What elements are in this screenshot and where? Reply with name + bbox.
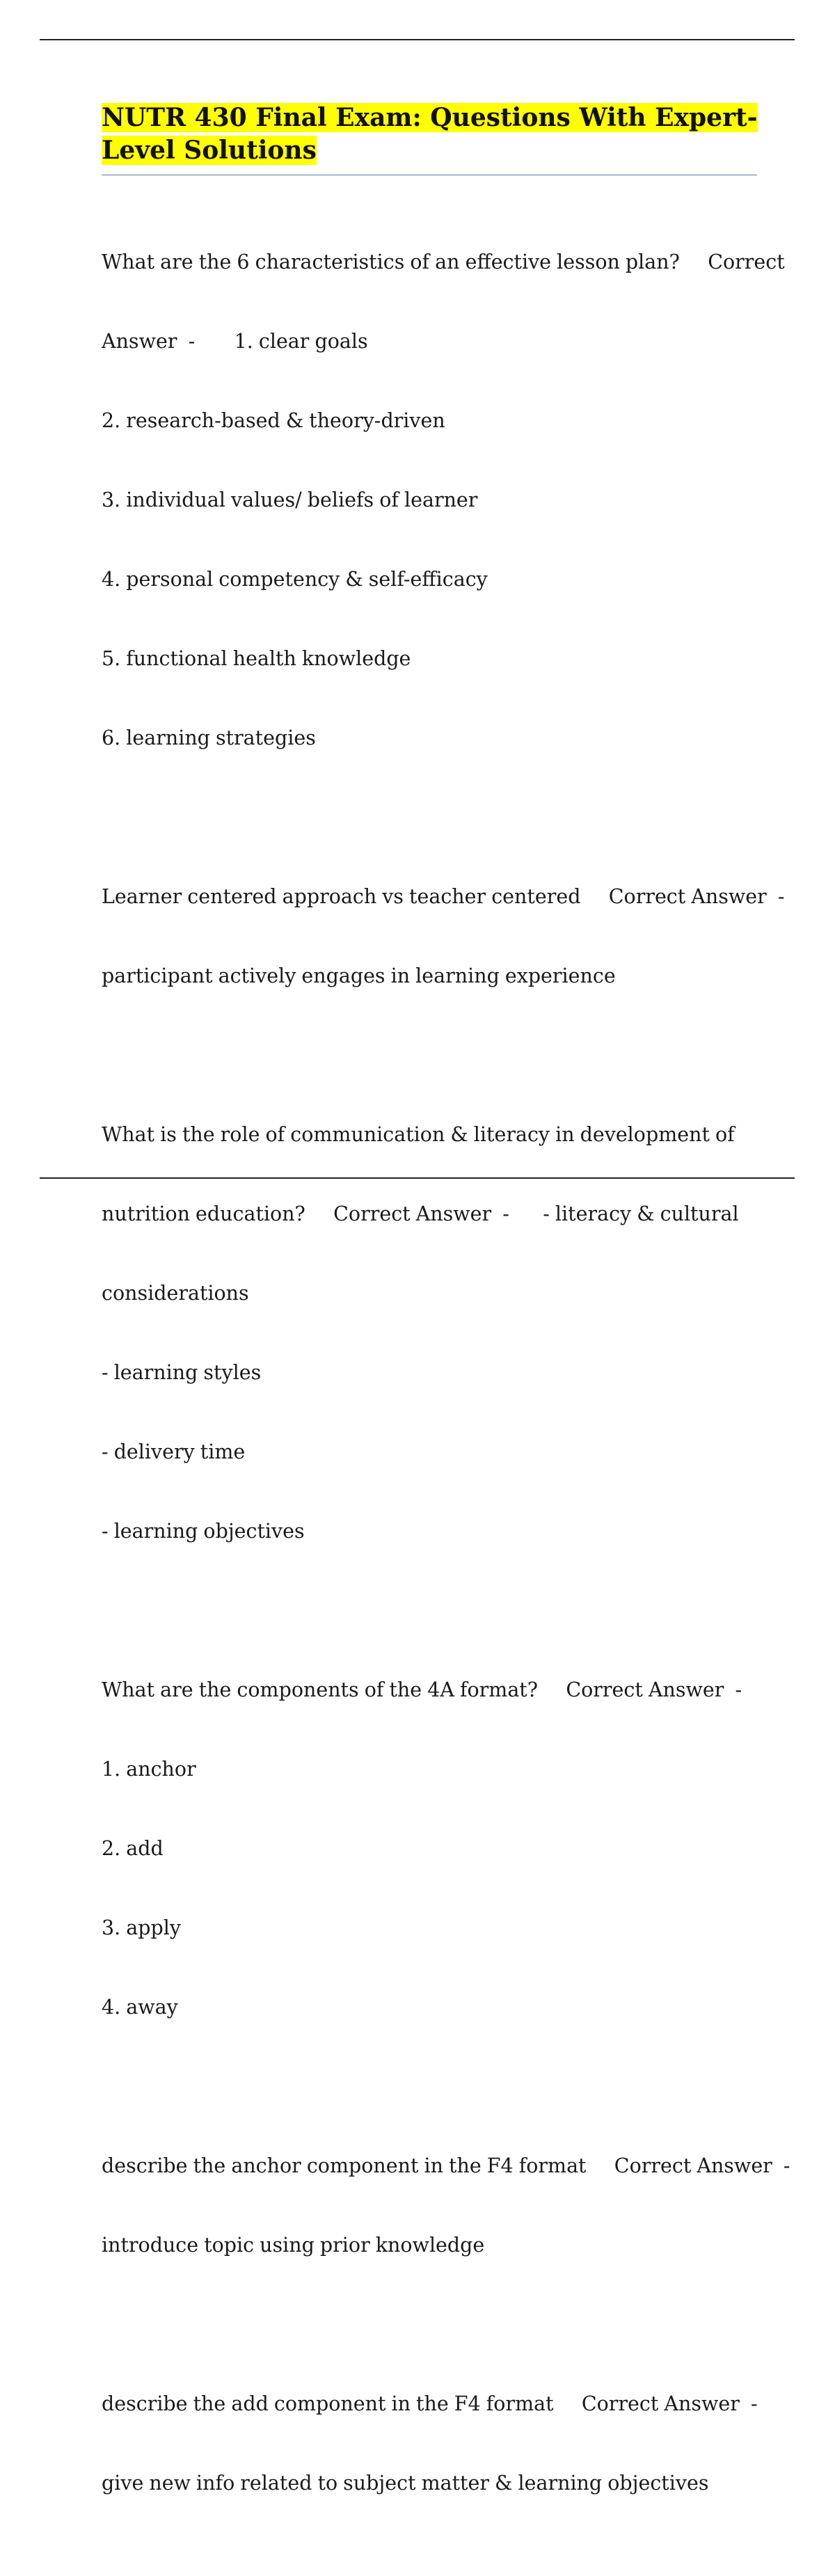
qa-line: considerations <box>102 1282 249 1305</box>
qa-line: 3. apply <box>102 1916 181 1939</box>
qa-line: Answer - 1. clear goals <box>102 330 368 353</box>
qa-line: 6. learning strategies <box>102 726 316 749</box>
document-title <box>102 102 759 167</box>
qa-line: participant actively engages in learning experience <box>102 964 616 987</box>
qa-item-5 <box>102 2100 790 2312</box>
qa-item-2 <box>102 831 785 1042</box>
qa-line: Learner centered approach vs teacher centered Correct Answer - <box>102 885 785 908</box>
qa-line: What are the components of the 4A format? Correct Answer - <box>102 1678 742 1701</box>
qa-line: give new info related to subject matter & learning objectives <box>102 2472 709 2495</box>
qa-list <box>102 196 790 2550</box>
qa-line: 5. functional health knowledge <box>102 647 411 670</box>
title-line-1: NUTR 430 Final Exam: Questions With Expert- <box>102 103 758 132</box>
page-footer-rule <box>40 1177 795 1179</box>
qa-line: - learning styles <box>102 1361 262 1384</box>
qa-line: 3. individual values/ beliefs of learner <box>102 488 478 511</box>
qa-line: 2. research-based & theory-driven <box>102 409 445 432</box>
qa-line: 4. personal competency & self-efficacy <box>102 568 488 591</box>
qa-item-3 <box>102 1069 759 1598</box>
page-header-rule <box>40 39 795 40</box>
qa-item-4 <box>102 1624 759 2074</box>
title-line-2: Level Solutions <box>102 136 317 165</box>
qa-line: What are the 6 characteristics of an effective lesson plan? Correct <box>102 251 785 273</box>
qa-line: - learning objectives <box>102 1520 305 1543</box>
document-page <box>102 102 790 2576</box>
qa-line: introduce topic using prior knowledge <box>102 2234 485 2257</box>
qa-item-6 <box>102 2338 759 2550</box>
qa-line: 4. away <box>102 1996 178 2019</box>
qa-item-1 <box>102 196 785 804</box>
qa-line: nutrition education? Correct Answer - - literacy & cultural <box>102 1202 739 1225</box>
qa-line: 1. anchor <box>102 1758 196 1781</box>
qa-line: describe the add component in the F4 format Correct Answer - <box>102 2392 758 2415</box>
qa-line: What is the role of communication & literacy in development of <box>102 1123 735 1146</box>
qa-line: - delivery time <box>102 1440 246 1463</box>
qa-line: 2. add <box>102 1837 164 1860</box>
qa-line: describe the anchor component in the F4 format Correct Answer - <box>102 2154 790 2177</box>
